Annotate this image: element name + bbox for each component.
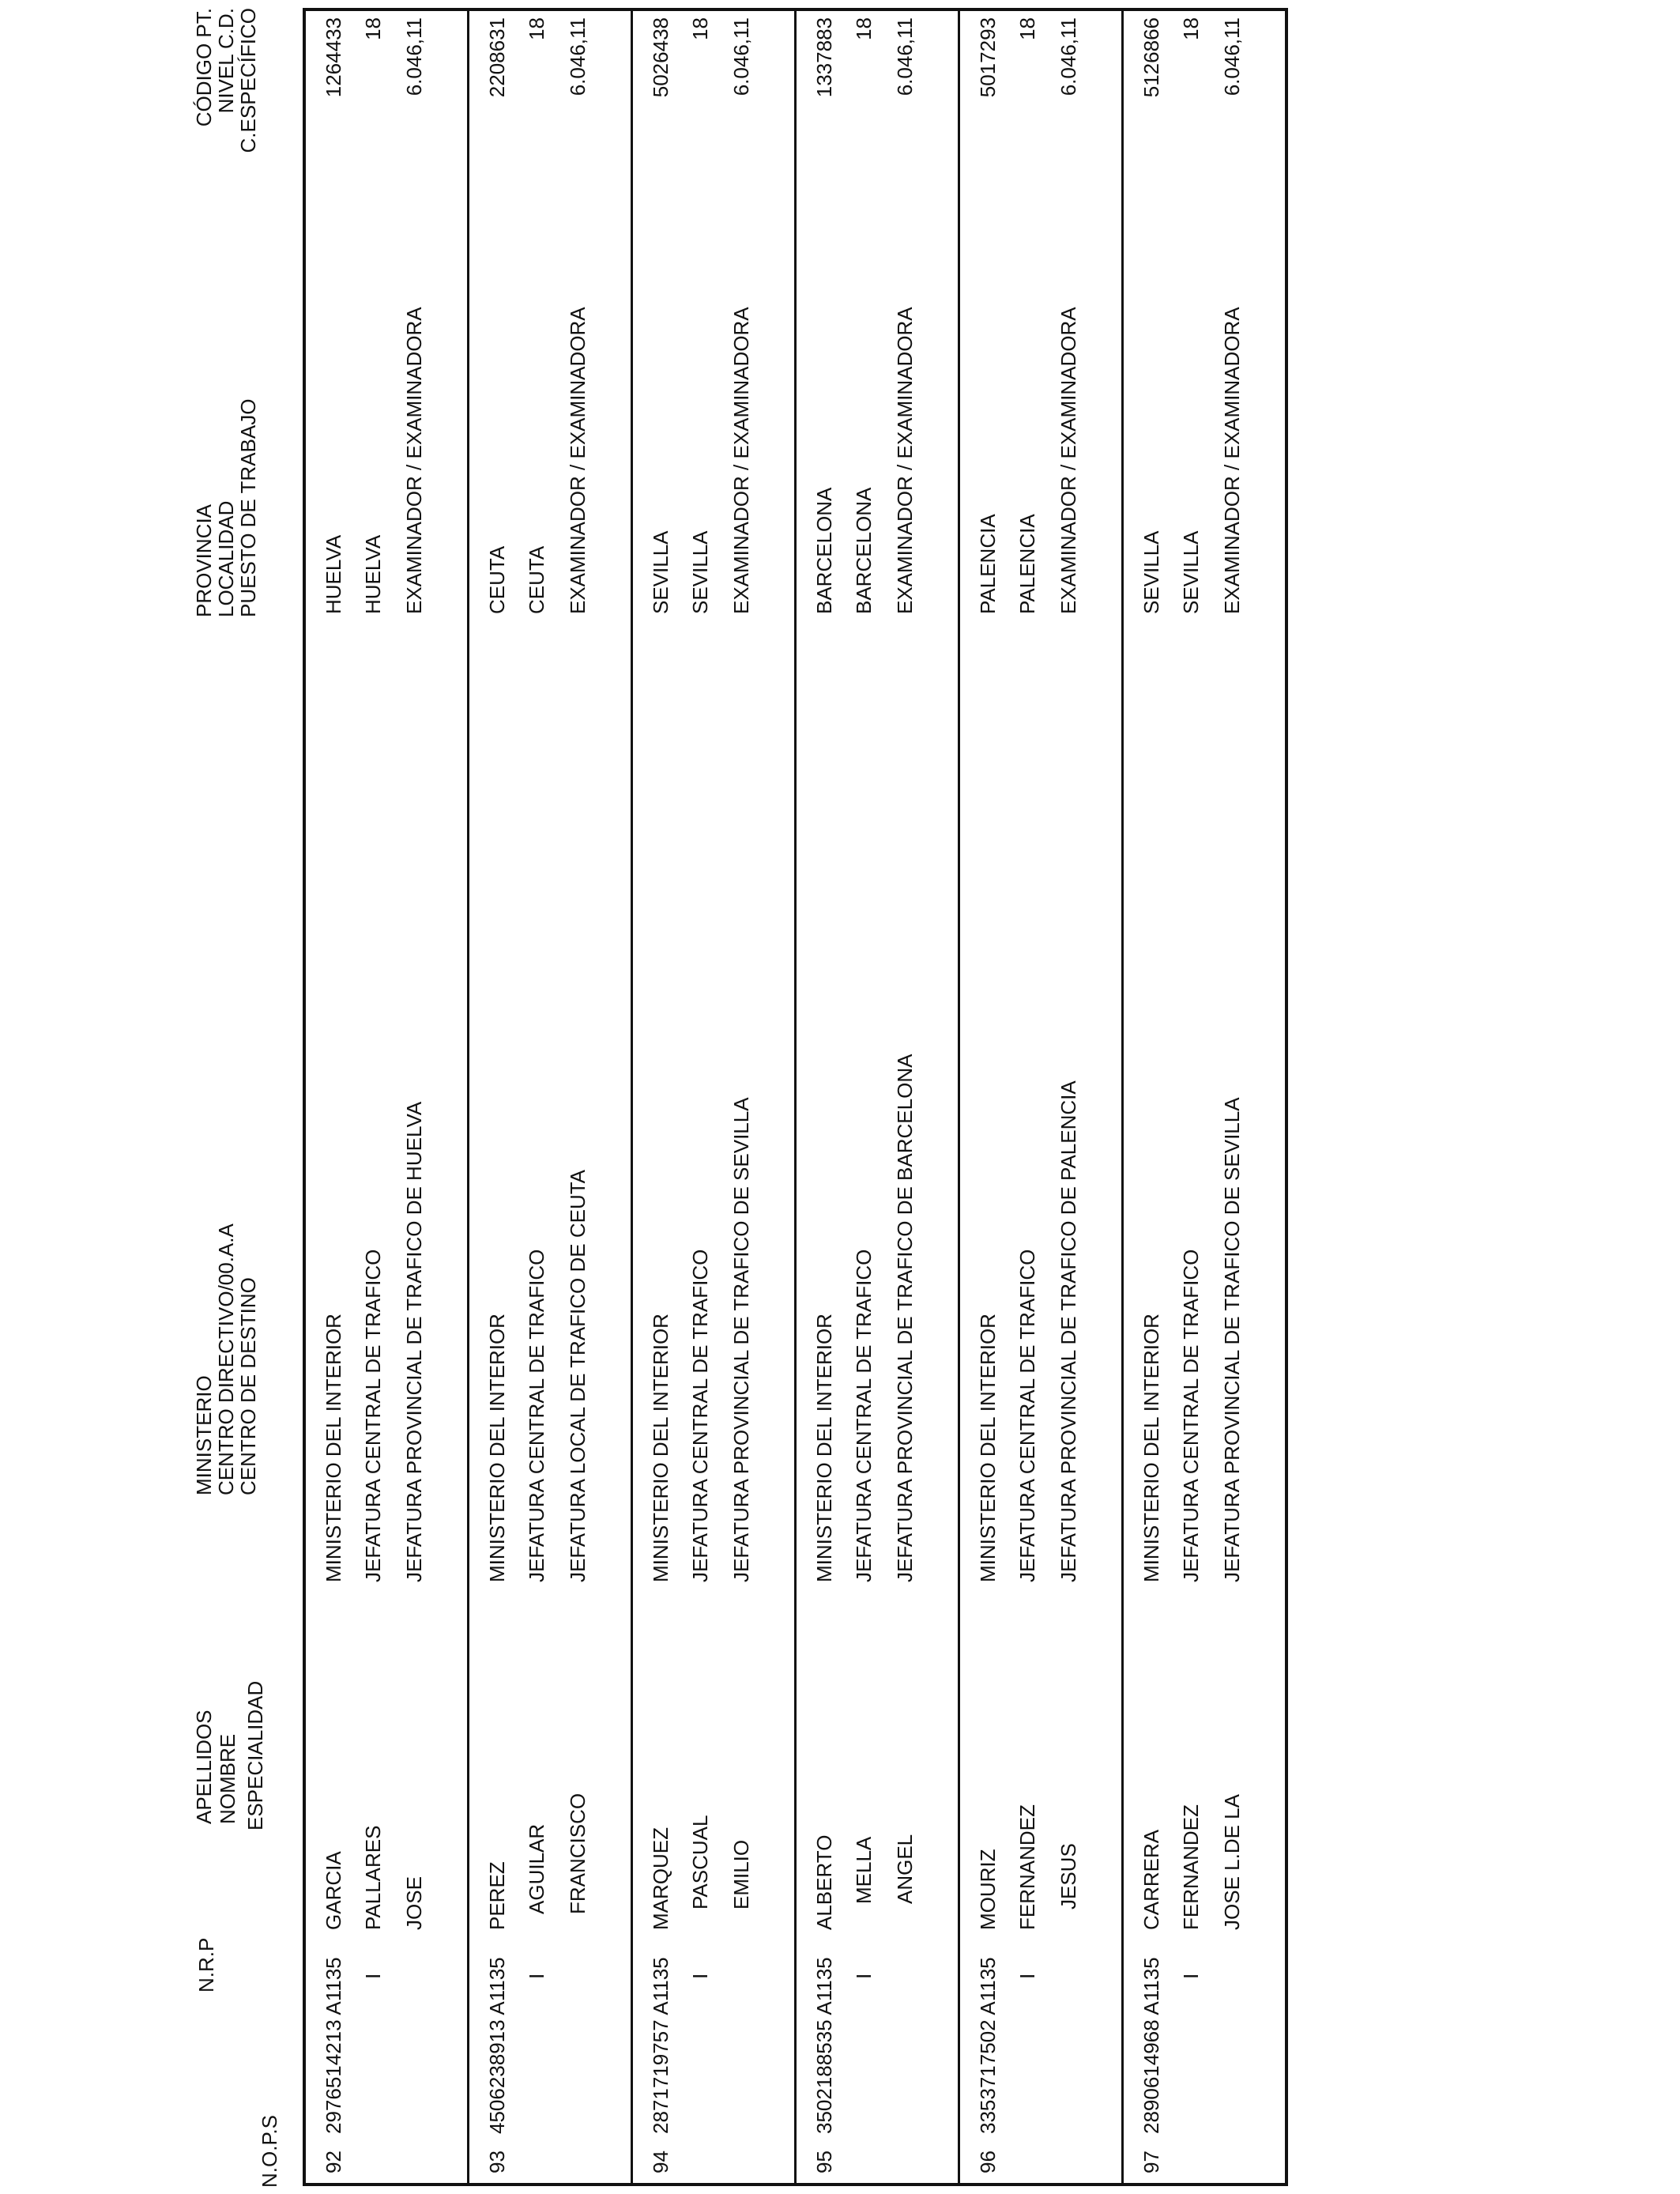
record-centro-destino: JEFATURA PROVINCIAL DE TRAFICO DE BARCELONA — [893, 1054, 917, 1582]
record-nivel: 18 — [525, 17, 548, 40]
record-nombre: JESUS — [1057, 1843, 1080, 1909]
record-codigo: 1264433 — [322, 17, 345, 98]
header-nrp: N.R.P — [194, 1937, 218, 1992]
record-puesto: EXAMINADOR / EXAMINADORA — [729, 307, 753, 614]
record-nivel: 18 — [852, 17, 876, 40]
record-nombre: ANGEL — [893, 1834, 917, 1904]
record-especifico: 6.046,11 — [402, 17, 426, 96]
record-centro-directivo: JEFATURA CENTRAL DE TRAFICO — [1015, 1249, 1039, 1582]
record-apellido1: MOURIZ — [976, 1849, 1000, 1930]
record-centro-destino: JEFATURA PROVINCIAL DE TRAFICO DE HUELVA — [402, 1101, 426, 1582]
record-nrp: 2890614968 A1135 — [1139, 1957, 1163, 2134]
record-apellido1: CARRERA — [1139, 1829, 1163, 1930]
table-row — [1124, 11, 1285, 2183]
record-especifico: 6.046,11 — [566, 17, 590, 96]
record-especialidad: I — [688, 1973, 712, 1979]
header-nops: N.O.P.S — [258, 2114, 281, 2188]
record-nops: 93 — [485, 2151, 509, 2173]
header-provincia: PROVINCIA — [192, 503, 216, 617]
record-apellido2: FERNANDEZ — [1179, 1804, 1203, 1930]
record-centro-destino: JEFATURA LOCAL DE TRAFICO DE CEUTA — [566, 1169, 590, 1582]
header-especifico: C.ESPECÍFICO — [236, 8, 260, 153]
record-provincia: CEUTA — [485, 545, 509, 614]
record-especialidad: I — [1179, 1973, 1203, 1979]
record-especialidad: I — [361, 1973, 385, 1979]
record-nops: 95 — [812, 2151, 836, 2173]
record-nrp: 2976514213 A1135 — [322, 1957, 345, 2134]
record-centro-directivo: JEFATURA CENTRAL DE TRAFICO — [1179, 1249, 1203, 1582]
record-provincia: SEVILLA — [1139, 530, 1163, 614]
record-codigo: 1337883 — [812, 17, 836, 98]
record-nrp: 3502188535 A1135 — [812, 1957, 836, 2134]
record-localidad: SEVILLA — [688, 530, 712, 614]
record-nivel: 18 — [1179, 17, 1203, 40]
record-localidad: PALENCIA — [1015, 514, 1039, 614]
record-especifico: 6.046,11 — [1057, 17, 1080, 96]
table-row — [960, 11, 1124, 2183]
record-localidad: CEUTA — [525, 545, 548, 614]
record-codigo: 5026438 — [649, 17, 672, 98]
header-codigo: CÓDIGO PT. — [192, 8, 216, 127]
record-centro-destino: JEFATURA PROVINCIAL DE TRAFICO DE SEVILLA — [729, 1097, 753, 1582]
record-apellido1: ALBERTO — [812, 1834, 836, 1930]
record-nivel: 18 — [361, 17, 385, 40]
record-apellido2: FERNANDEZ — [1015, 1804, 1039, 1930]
header-centro-directivo: CENTRO DIRECTIVO/00.A.A — [214, 1223, 238, 1495]
table-header — [0, 0, 300, 2194]
record-ministerio: MINISTERIO DEL INTERIOR — [322, 1314, 345, 1582]
record-nombre: FRANCISCO — [566, 1793, 590, 1914]
record-puesto: EXAMINADOR / EXAMINADORA — [402, 307, 426, 614]
record-apellido2: MELLA — [852, 1836, 876, 1904]
table-row — [469, 11, 633, 2183]
record-especialidad: I — [1015, 1973, 1039, 1979]
record-nivel: 18 — [1015, 17, 1039, 40]
record-especialidad: I — [525, 1973, 548, 1979]
record-ministerio: MINISTERIO DEL INTERIOR — [976, 1314, 1000, 1582]
record-ministerio: MINISTERIO DEL INTERIOR — [812, 1314, 836, 1582]
record-apellido2: PASCUAL — [688, 1815, 712, 1909]
record-localidad: SEVILLA — [1179, 530, 1203, 614]
record-localidad: BARCELONA — [852, 487, 876, 614]
record-codigo: 5017293 — [976, 17, 1000, 98]
record-provincia: SEVILLA — [649, 530, 672, 614]
header-puesto: PUESTO DE TRABAJO — [236, 398, 260, 617]
record-especifico: 6.046,11 — [729, 17, 753, 96]
record-provincia: BARCELONA — [812, 487, 836, 614]
record-localidad: HUELVA — [361, 534, 385, 614]
record-puesto: EXAMINADOR / EXAMINADORA — [1057, 307, 1080, 614]
record-ministerio: MINISTERIO DEL INTERIOR — [1139, 1314, 1163, 1582]
header-ministerio: MINISTERIO — [192, 1375, 216, 1495]
record-nombre: JOSE L.DE LA — [1220, 1794, 1244, 1930]
records-table — [303, 8, 1288, 2186]
header-nombre: NOMBRE — [216, 1733, 239, 1824]
table-row — [633, 11, 797, 2183]
record-puesto: EXAMINADOR / EXAMINADORA — [1220, 307, 1244, 614]
table-row — [306, 11, 469, 2183]
record-provincia: HUELVA — [322, 534, 345, 614]
record-nops: 94 — [649, 2151, 672, 2173]
record-apellido2: AGUILAR — [525, 1823, 548, 1914]
record-especialidad: I — [852, 1973, 876, 1979]
record-centro-destino: JEFATURA PROVINCIAL DE TRAFICO DE PALENCIA — [1057, 1080, 1080, 1582]
header-centro-destino: CENTRO DE DESTINO — [236, 1277, 260, 1495]
record-nops: 92 — [322, 2151, 345, 2173]
record-apellido1: GARCIA — [322, 1851, 345, 1930]
record-apellido1: PEREZ — [485, 1861, 509, 1930]
record-ministerio: MINISTERIO DEL INTERIOR — [485, 1314, 509, 1582]
record-nops: 96 — [976, 2151, 1000, 2173]
record-centro-directivo: JEFATURA CENTRAL DE TRAFICO — [852, 1249, 876, 1582]
record-puesto: EXAMINADOR / EXAMINADORA — [893, 307, 917, 614]
record-ministerio: MINISTERIO DEL INTERIOR — [649, 1314, 672, 1582]
record-puesto: EXAMINADOR / EXAMINADORA — [566, 307, 590, 614]
record-provincia: PALENCIA — [976, 514, 1000, 614]
record-centro-directivo: JEFATURA CENTRAL DE TRAFICO — [525, 1249, 548, 1582]
record-apellido2: PALLARES — [361, 1825, 385, 1930]
record-apellido1: MARQUEZ — [649, 1827, 672, 1930]
header-localidad: LOCALIDAD — [214, 500, 238, 617]
record-nivel: 18 — [688, 17, 712, 40]
record-nrp: 4506238913 A1135 — [485, 1957, 509, 2134]
record-nops: 97 — [1139, 2151, 1163, 2173]
record-codigo: 2208631 — [485, 17, 509, 98]
header-especialidad: ESPECIALIDAD — [243, 1680, 267, 1830]
record-centro-directivo: JEFATURA CENTRAL DE TRAFICO — [361, 1249, 385, 1582]
record-codigo: 5126866 — [1139, 17, 1163, 98]
record-centro-destino: JEFATURA PROVINCIAL DE TRAFICO DE SEVILLA — [1220, 1097, 1244, 1582]
record-especifico: 6.046,11 — [893, 17, 917, 96]
record-especifico: 6.046,11 — [1220, 17, 1244, 96]
header-nivel: NIVEL C.D. — [214, 8, 238, 114]
record-nombre: EMILIO — [729, 1839, 753, 1909]
table-row — [797, 11, 960, 2183]
record-nrp: 2871719757 A1135 — [649, 1957, 672, 2134]
record-nombre: JOSE — [402, 1876, 426, 1930]
record-nrp: 3353717502 A1135 — [976, 1957, 1000, 2134]
record-centro-directivo: JEFATURA CENTRAL DE TRAFICO — [688, 1249, 712, 1582]
header-apellidos: APELLIDOS — [192, 1710, 216, 1824]
